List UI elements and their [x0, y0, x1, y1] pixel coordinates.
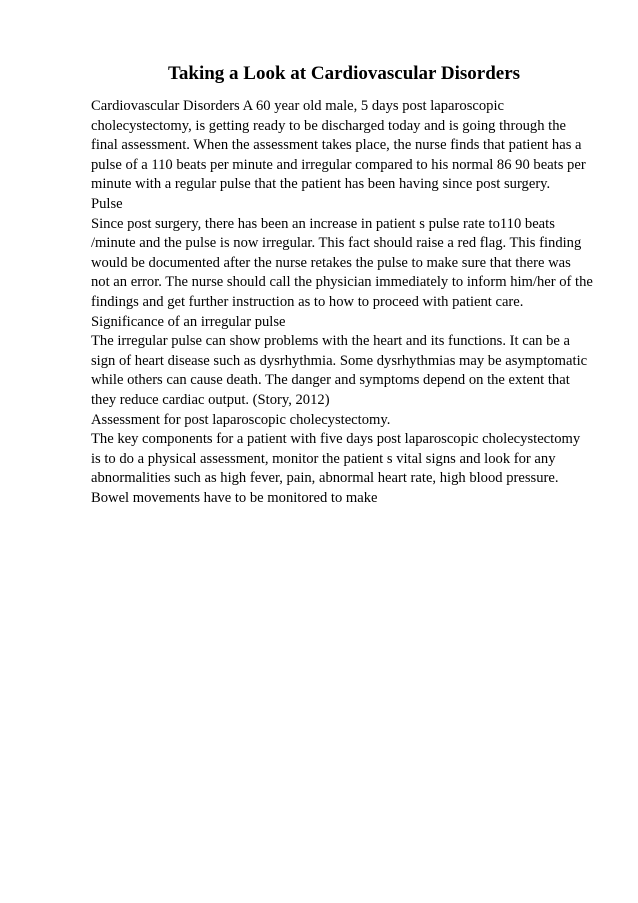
body-line: findings and get further instruction as to how to proceed with patient care. — [91, 293, 524, 310]
body-line: while others can cause death. The danger and symptoms depend on the extent that — [91, 372, 570, 389]
body-line: /minute and the pulse is now irregular. This fact should raise a red flag. This finding — [91, 235, 582, 252]
body-line: minute with a regular pulse that the patient has been having since post surgery. — [91, 176, 551, 193]
body-line: cholecystectomy, is getting ready to be discharged today and is going through the — [91, 117, 566, 134]
section-heading: Significance of an irregular pulse — [91, 313, 286, 330]
body-line: is to do a physical assessment, monitor the patient s vital signs and look for any — [91, 450, 556, 467]
body-line: The key components for a patient with five days post laparoscopic cholecystectomy — [91, 431, 581, 448]
section-heading: Pulse — [91, 195, 123, 212]
body-line: Bowel movements have to be monitored to make — [91, 489, 378, 506]
body-line: they reduce cardiac output. (Story, 2012) — [91, 391, 330, 408]
body-line: sign of heart disease such as dysrhythmia. Some dysrhythmias may be asymptomatic — [91, 352, 588, 369]
body-line: would be documented after the nurse retakes the pulse to make sure that there was — [91, 254, 571, 271]
document-body — [91, 97, 611, 508]
body-line: not an error. The nurse should call the physician immediately to inform him/her of the — [91, 274, 593, 291]
body-line: final assessment. When the assessment takes place, the nurse finds that patient has a — [91, 137, 582, 154]
section-heading: Assessment for post laparoscopic cholecystectomy. — [91, 411, 391, 428]
body-line: The irregular pulse can show problems with the heart and its functions. It can be a — [91, 333, 571, 350]
body-line: Cardiovascular Disorders A 60 year old male, 5 days post laparoscopic — [91, 98, 504, 114]
document-title: Taking a Look at Cardiovascular Disorders — [167, 63, 521, 84]
body-line: abnormalities such as high fever, pain, abnormal heart rate, high blood pressure. — [91, 470, 559, 487]
body-line: Since post surgery, there has been an increase in patient s pulse rate to110 beats — [91, 215, 555, 232]
body-line: pulse of a 110 beats per minute and irregular compared to his normal 86 90 beats per — [91, 156, 586, 173]
